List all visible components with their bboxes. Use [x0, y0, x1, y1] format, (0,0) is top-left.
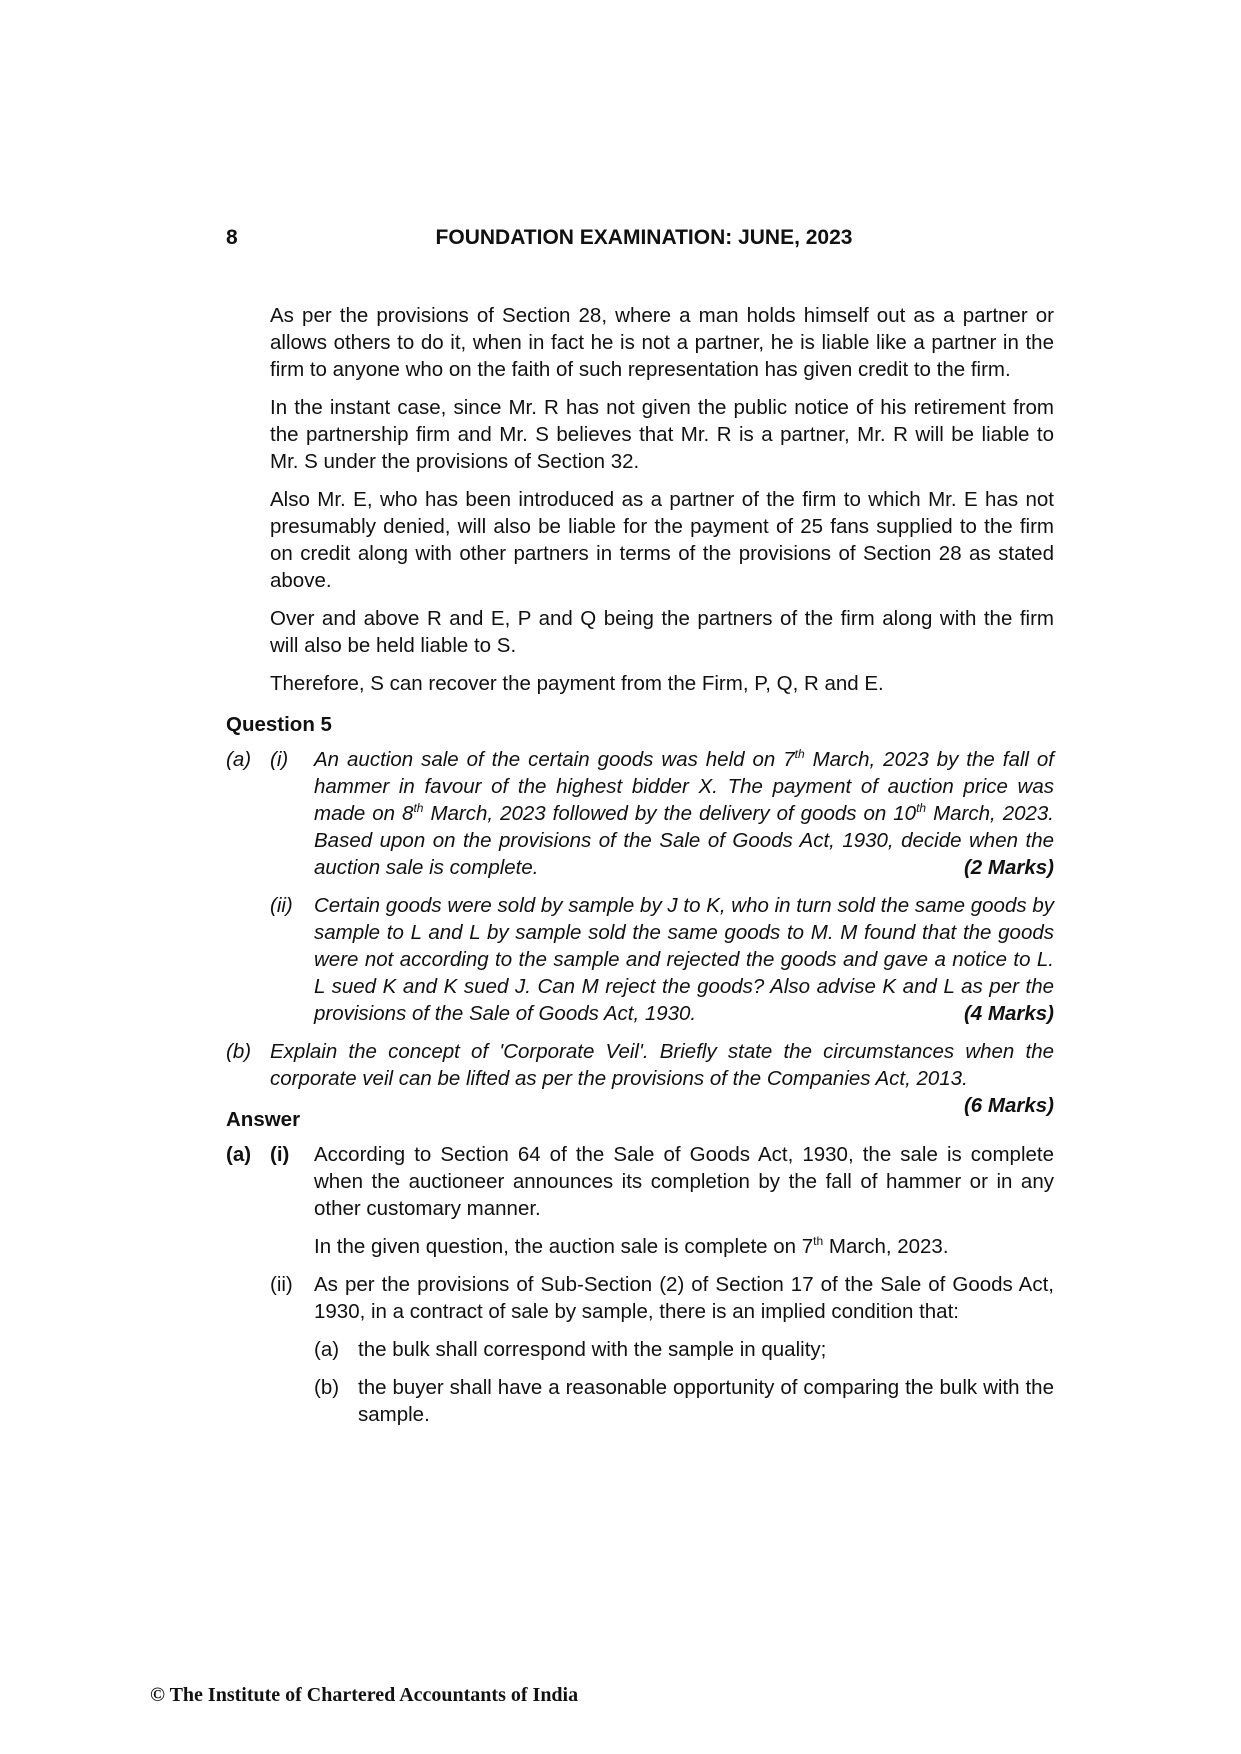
question-b-text: Explain the concept of 'Corporate Veil'. Briefly state the circumstances when the corporate veil can be lifted as per the provisions of the Companies Act, 2013. (6 Marks)	[270, 1040, 1054, 1117]
question-a-ii	[270, 892, 1054, 1027]
question-a-i-text: An auction sale of the certain goods was held on 7th March, 2023 by the fall of hammer in favour of the highest bidder X. The payment of auction price was made on 8th March, 2023 followed by the delivery of goods on 10th March, 2023. Based upon on the provisions of the Sale of Goods Act, 1930, decide when the auction sale is complete. (2 Marks)	[314, 747, 1055, 879]
question-heading: Question 5	[226, 713, 332, 736]
paragraph: As per the provisions of Section 28, where a man holds himself out as a partner or allows others to do it, when in fact he is not a partner, he is liable like a partner in the firm to anyone who on the faith of such representation has given credit to the firm.	[270, 304, 1054, 381]
answer-a-i-text: According to Section 64 of the Sale of Goods Act, 1930, the sale is complete when the auctioneer announces its completion by the fall of hammer or in any other customary manner.	[314, 1143, 1054, 1220]
answer-a-ii-label: (ii)	[270, 1273, 293, 1296]
answer-a-ii-text: As per the provisions of Sub-Section (2) of Section 17 of the Sale of Goods Act, 1930, in a contract of sale by sample, there is an implied condition that:	[314, 1273, 1054, 1323]
list-item-label: (a)	[314, 1338, 340, 1361]
copyright-footer: © The Institute of Chartered Accountants of India	[150, 1684, 579, 1706]
question-a-label: (a)	[226, 748, 252, 771]
question-a-i	[226, 746, 1054, 881]
question-a-i-label: (i)	[270, 748, 289, 771]
list-item-label: (b)	[314, 1376, 340, 1399]
page-number: 8	[226, 226, 238, 249]
answer-heading: Answer	[226, 1108, 301, 1131]
marks-label: (6 Marks)	[963, 1094, 1054, 1117]
list-item	[314, 1374, 1054, 1428]
page-content	[226, 302, 1055, 1439]
list-item-text: the bulk shall correspond with the sample in quality;	[358, 1338, 827, 1361]
list-item	[314, 1336, 1054, 1363]
marks-label: (2 Marks)	[963, 856, 1054, 879]
answer-a-label: (a)	[226, 1143, 252, 1166]
question-b	[226, 1038, 1054, 1117]
page-title: FOUNDATION EXAMINATION: JUNE, 2023	[435, 226, 853, 249]
paragraph: In the instant case, since Mr. R has not given the public notice of his retirement from the partnership firm and Mr. S believes that Mr. R is a partner, Mr. R will be liable to Mr. S under the provisions of Section 32.	[270, 396, 1054, 473]
paragraph: Over and above R and E, P and Q being the partners of the firm along with the firm will also be held liable to S.	[270, 607, 1054, 657]
question-b-label: (b)	[226, 1040, 252, 1063]
question-a-ii-label: (ii)	[270, 894, 293, 917]
list-item-text: the buyer shall have a reasonable opportunity of comparing the bulk with the sample.	[358, 1376, 1054, 1426]
paragraph: Also Mr. E, who has been introduced as a partner of the firm to which Mr. E has not presumably denied, will also be liable for the payment of 25 fans supplied to the firm on credit along with other partners in terms of the provisions of Section 28 as stated above.	[270, 488, 1054, 592]
answer-a-ii	[270, 1271, 1054, 1325]
paragraph: Therefore, S can recover the payment from the Firm, P, Q, R and E.	[270, 672, 884, 695]
page-header	[226, 226, 1062, 256]
answer-a-i	[226, 1141, 1054, 1222]
answer-a-i-conclusion: In the given question, the auction sale is complete on 7th March, 2023.	[314, 1234, 949, 1258]
question-a-ii-text: Certain goods were sold by sample by J to K, who in turn sold the same goods by sample to L and L by sample sold the same goods to M. M found that the goods were not according to the sample and rejected the goods and gave a notice to L. L sued K and K sued J. Can M reject the goods? Also advise K and L as per the provisions of the Sale of Goods Act, 1930. (4 Marks)	[314, 894, 1054, 1025]
answer-a-i-label: (i)	[270, 1143, 290, 1166]
marks-label: (4 Marks)	[963, 1002, 1054, 1025]
